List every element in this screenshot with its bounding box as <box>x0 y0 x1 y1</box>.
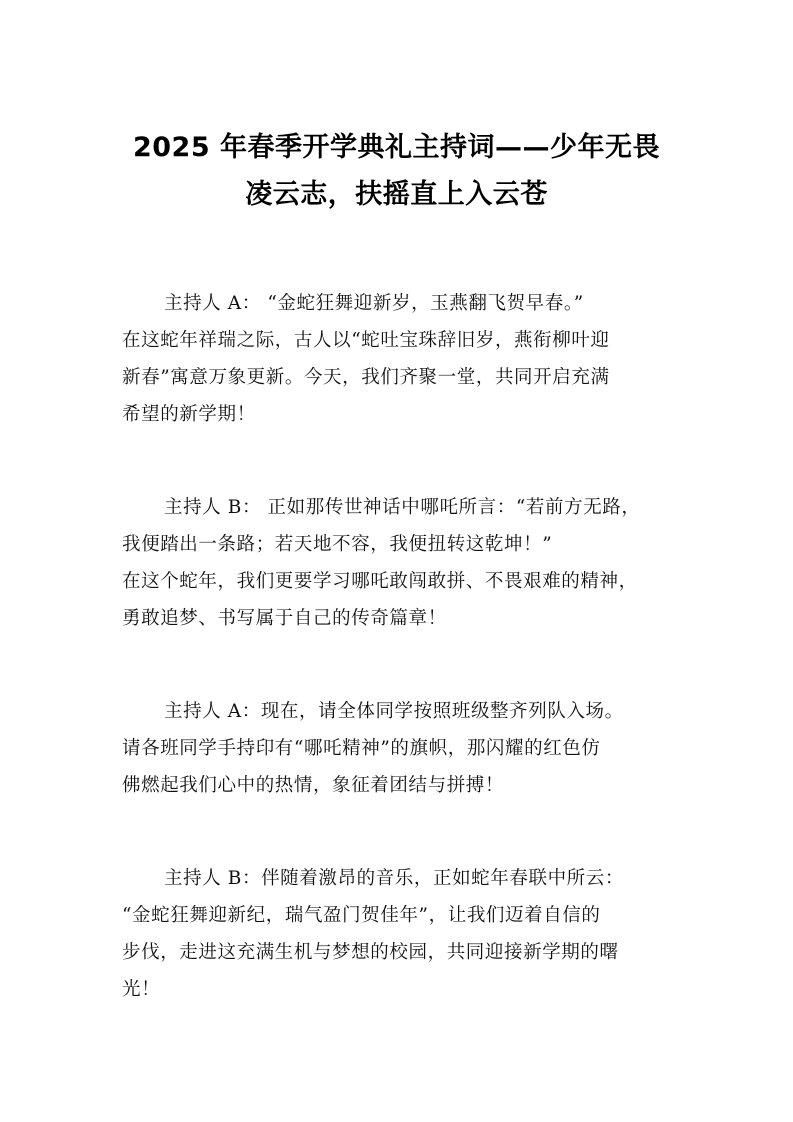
paragraph-line: 主持人 B：伴随着激昂的音乐，正如蛇年春联中所云： <box>164 868 624 889</box>
paragraph-line: 佛燃起我们心中的热情，象征着团结与拼搏！ <box>122 775 505 796</box>
paragraph-line: 新春”寓意万象更新。今天，我们齐聚一堂，共同开启充满 <box>122 367 610 388</box>
paragraph-line: 我便踏出一条路；若天地不容，我便扭转这乾坤！” <box>122 534 553 555</box>
title-line-2: 凌云志，扶摇直上入云苍 <box>245 179 548 210</box>
paragraph-line: 在这蛇年祥瑞之际，古人以“蛇吐宝珠辞旧岁，燕衔柳叶迎 <box>122 330 610 351</box>
paragraph-line: 光！ <box>122 979 161 1000</box>
document-body <box>122 285 678 1064</box>
paragraph-host-b-1 <box>122 489 678 637</box>
paragraph-line: 主持人 B： 正如那传世神话中哪吒所言：“若前方无路， <box>164 497 641 518</box>
paragraph-line: 请各班同学手持印有“哪吒精神”的旗帜，那闪耀的红色仿 <box>122 738 601 759</box>
paragraph-line: 在这个蛇年，我们更要学习哪吒敢闯敢拼、不畏艰难的精神， <box>122 571 638 592</box>
title-line-1: 2025 年春季开学典礼主持词——少年无畏 <box>132 132 661 163</box>
paragraph-line: “金蛇狂舞迎新纪，瑞气盈门贺佳年”，让我们迈着自信的 <box>122 905 601 926</box>
paragraph-host-a-1 <box>122 285 678 433</box>
paragraph-host-b-2 <box>122 860 678 1008</box>
paragraph-host-a-2 <box>122 693 678 804</box>
paragraph-line: 步伐，走进这充满生机与梦想的校园，共同迎接新学期的曙 <box>122 942 619 963</box>
page-title <box>100 124 693 218</box>
paragraph-line: 主持人 A：现在，请全体同学按照班级整齐列队入场。 <box>164 701 624 722</box>
paragraph-line: 希望的新学期！ <box>122 404 256 425</box>
paragraph-line: 勇敢追梦、书写属于自己的传奇篇章！ <box>122 608 447 629</box>
paragraph-line: 主持人 A： “金蛇狂舞迎新岁，玉燕翻飞贺早春。” <box>164 293 584 314</box>
